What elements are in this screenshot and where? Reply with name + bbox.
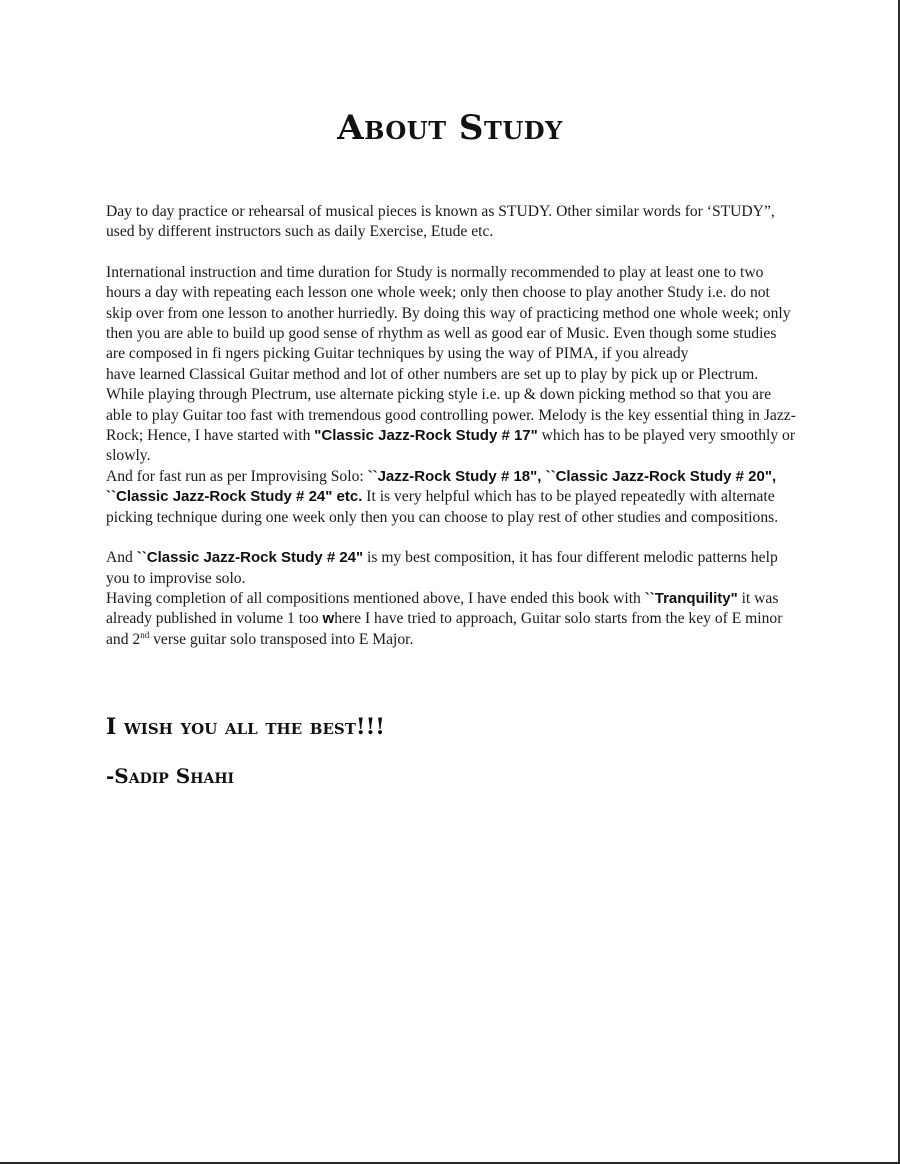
paragraph-intro: Day to day practice or rehearsal of musical pieces is known as STUDY. Other similar words for ‘STUDY”, used by different instructors such as daily Exercise, Etude etc.: [106, 203, 775, 241]
tranquility-text-end: verse guitar solo transposed into E Major.: [149, 630, 414, 648]
plectrum-text-end: which has to be played very smoothly or slowly.: [106, 427, 796, 465]
best-text-end: is my best composition, it has four different melodic patterns help you to improvise solo.: [106, 549, 778, 587]
ordinal-suffix: nd: [140, 629, 150, 640]
paragraph-best-composition: [106, 548, 796, 589]
paragraph-gap: [106, 243, 796, 263]
bold-w: w: [322, 610, 335, 628]
fast-run-studies: ``Jazz-Rock Study # 18", ``Classic Jazz-Rock Study # 20", ``Classic Jazz-Rock Study # 24" etc.: [106, 467, 777, 506]
tranquility-text-mid: it was already published in volume 1 too: [106, 589, 779, 628]
closing-wish: I wish you all the best!!!: [106, 714, 385, 740]
author-signature: -Sadip Shahi: [106, 764, 235, 788]
tranquility-text-mid2: here I have tried to approach, Guitar solo starts from the key of E minor and 2: [106, 610, 783, 648]
paragraph-plectrum: [106, 365, 796, 467]
plectrum-text: have learned Classical Guitar method and lot of other numbers are set up to play by pick up or Plectrum. While playing through Plectrum, use alternate picking style i.e. up & down picking method so that you are able to play Guitar too fast with tremendous good controlling power. Melody is the key essential thing in Jazz-Rock; Hence, I have started with: [106, 365, 796, 445]
paragraph-fast-run: [106, 467, 796, 528]
fast-run-text-end: It is very helpful which has to be played repeatedly with alternate picking technique during one week only then you can choose to play rest of other studies and compositions.: [106, 488, 779, 526]
paragraph-tranquility: [106, 589, 796, 650]
page-title: About Study: [337, 108, 563, 148]
study-24-title: ``Classic Jazz-Rock Study # 24": [136, 549, 364, 567]
instruction-text: International instruction and time duration for Study is normally recommended to play at least one to two hours a day with repeating each lesson one whole week; only then choose to play another Study i.e. do not skip over from one lesson to another hurriedly. By doing this way of practicing method one whole week; only then you are able to build up good sense of rhythm as well as good ear of Music. Even though some studies are composed in fi ngers picking Guitar techniques by using the way of PIMA, if you already: [106, 263, 791, 363]
paragraph-instruction: [106, 263, 796, 365]
best-text: And: [106, 549, 137, 567]
study-17-title: "Classic Jazz-Rock Study # 17": [314, 427, 538, 445]
fast-run-text: And for fast run as per Improvising Solo:: [106, 467, 368, 485]
paragraph-gap: [106, 528, 796, 548]
body-text: [106, 202, 796, 650]
tranquility-title: ``Tranquility": [644, 589, 738, 607]
tranquility-text: Having completion of all compositions mentioned above, I have ended this book with: [106, 589, 645, 607]
